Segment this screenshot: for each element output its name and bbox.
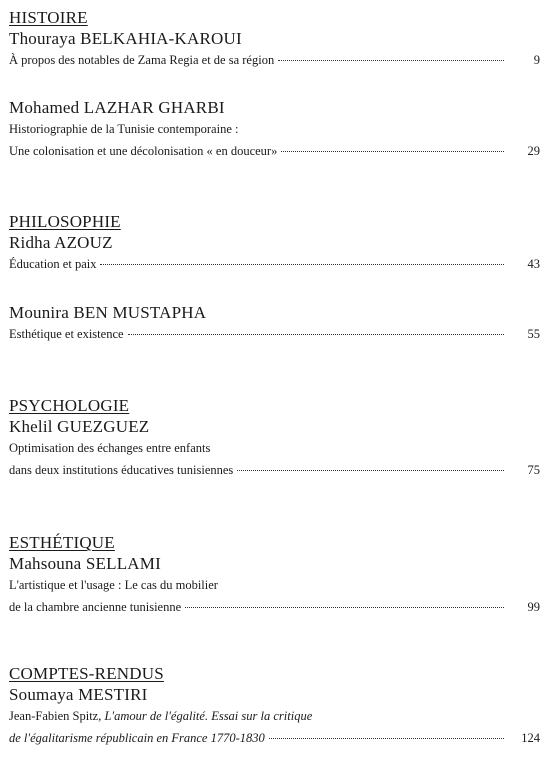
page-number: 29 [527,144,540,158]
toc-entry-line[interactable] [9,727,540,749]
toc-entry-line [9,705,540,727]
author-name: Khelil GUEZGUEZ [9,417,150,436]
dot-leader [185,607,504,608]
toc-entry-line[interactable] [9,596,540,618]
article-title: À propos des notables de Zama Regia et de sa région [9,53,275,67]
toc-entry-ben-mustapha [9,302,540,345]
article-title: dans deux institutions éducatives tunisiennes [9,463,234,477]
toc-entry-line[interactable] [9,140,540,162]
dot-leader [281,151,504,152]
section-heading: HISTOIRE [9,8,88,27]
page-number: 75 [527,463,540,477]
article-title [9,705,312,727]
article-title: Éducation et paix [9,257,97,271]
toc-entry-line[interactable] [9,49,540,71]
reviewed-book-title: L'amour de l'égalité. Essai sur la critique [104,709,313,723]
article-title: L'artistique et l'usage : Le cas du mobilier [9,578,218,592]
toc-entry-line[interactable] [9,323,540,345]
page-number: 124 [521,731,540,745]
article-title: de la chambre ancienne tunisienne [9,600,182,614]
author-name: Ridha AZOUZ [9,233,113,252]
article-title: Une colonisation et une décolonisation « en douceur» [9,144,278,158]
dot-leader [128,334,504,335]
article-title: Historiographie de la Tunisie contemporaine : [9,122,239,136]
author-name: Thouraya BELKAHIA-KAROUI [9,29,242,48]
page-number: 9 [533,53,540,67]
author-name: Mohamed LAZHAR GHARBI [9,98,225,117]
dot-leader [269,738,504,739]
toc-entry-line[interactable] [9,253,540,275]
section-histoire [9,8,540,71]
article-title: Optimisation des échanges entre enfants [9,441,211,455]
toc-entry-line [9,437,540,459]
author-name: Mounira BEN MUSTAPHA [9,303,207,322]
page-number: 55 [527,327,540,341]
section-heading: PHILOSOPHIE [9,212,121,231]
page-number: 43 [527,257,540,271]
section-heading: ESTHÉTIQUE [9,533,115,552]
author-name: Soumaya MESTIRI [9,685,148,704]
toc-entry-gharbi [9,97,540,162]
toc-entry-line [9,118,540,140]
dot-leader [237,470,504,471]
article-title: Esthétique et existence [9,327,124,341]
page-number: 99 [527,600,540,614]
reviewed-author: Jean-Fabien Spitz, [9,709,105,723]
section-psychologie [9,396,540,481]
section-philosophie [9,212,540,275]
toc-entry-line[interactable] [9,459,540,481]
author-name: Mahsouna SELLAMI [9,554,161,573]
dot-leader [278,60,504,61]
section-esthetique [9,533,540,618]
toc-entry-line [9,574,540,596]
section-heading: COMPTES-RENDUS [9,664,164,683]
article-title: de l'égalitarisme républicain en France 1770-1830 [9,731,265,745]
dot-leader [100,264,504,265]
section-comptes-rendus [9,664,540,749]
section-heading: PSYCHOLOGIE [9,396,130,415]
